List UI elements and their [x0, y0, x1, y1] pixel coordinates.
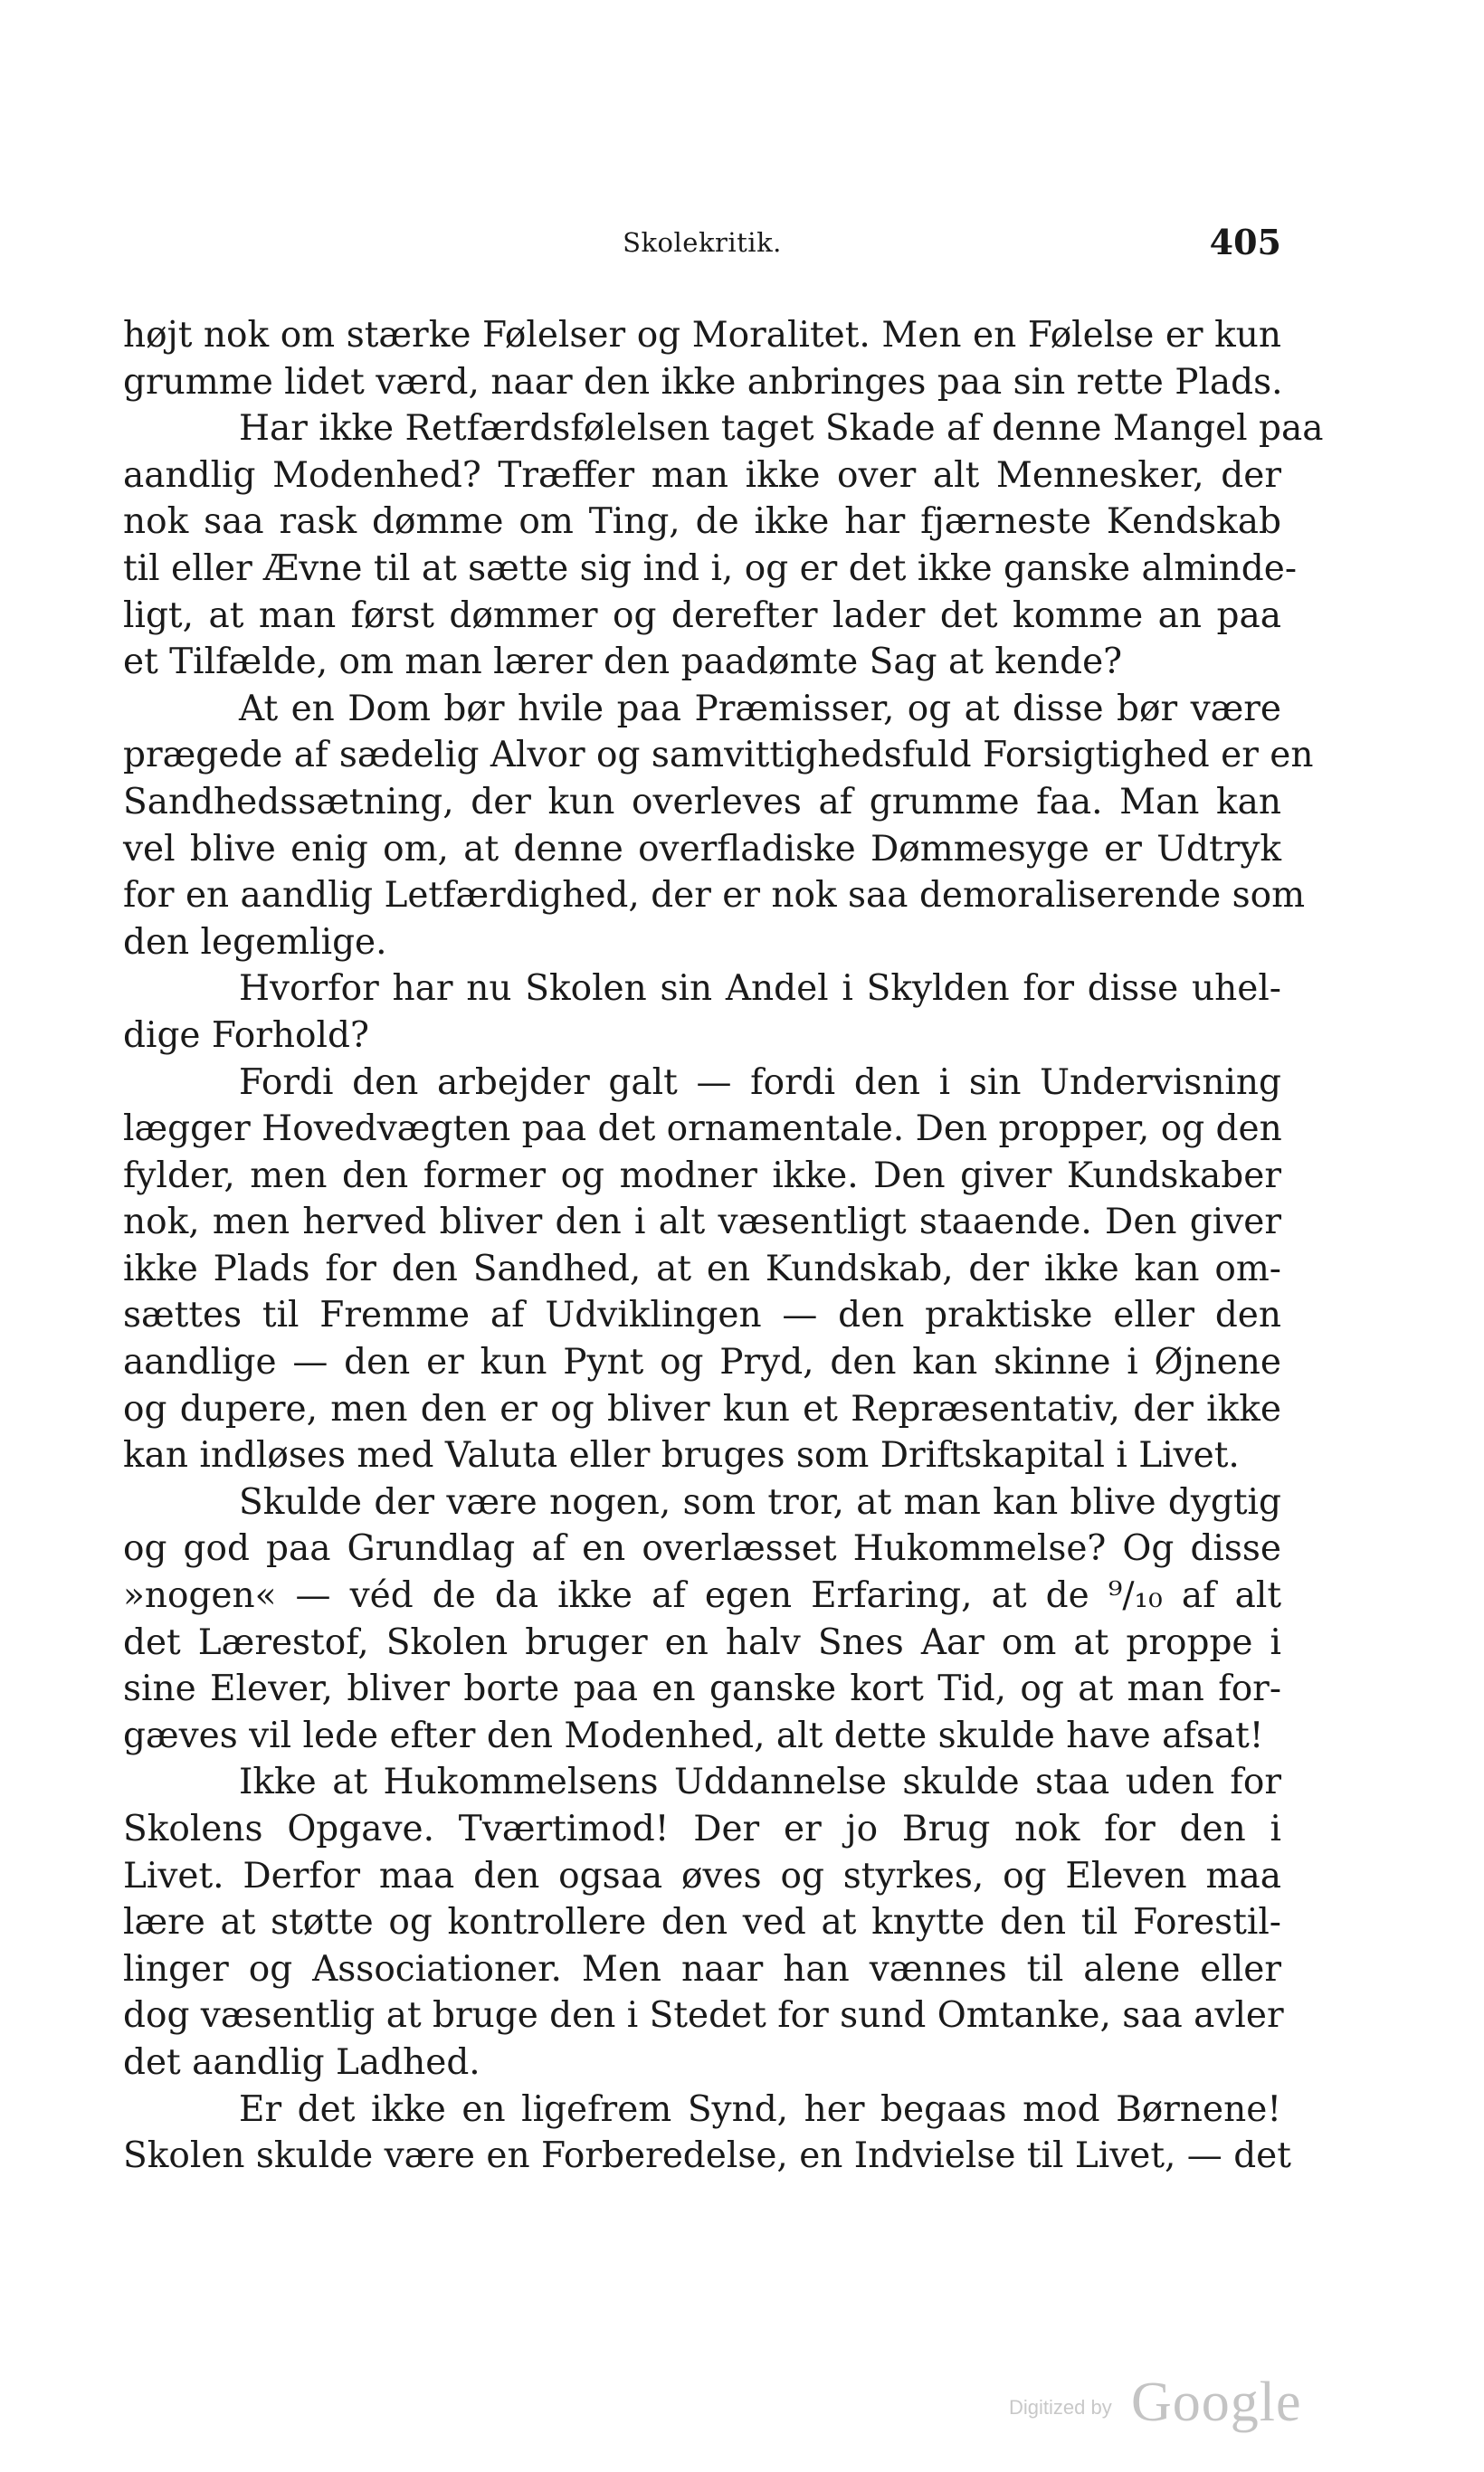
page-header: [123, 222, 1281, 276]
text-line: for en aandlig Letfærdighed, der er nok saa demoraliserende som: [123, 875, 1306, 917]
digitized-watermark: [1009, 2371, 1308, 2434]
text-line: prægede af sædelig Alvor og samvittighedsfuld Forsigtighed er en: [123, 735, 1314, 776]
text-line: Sandhedssætning, der kun overleves af grumme faa. Man kan: [123, 781, 1281, 822]
text-line: Skolens Opgave. Tværtimod! Der er jo Brug nok for den i: [123, 1809, 1281, 1849]
text-line: højt nok om stærke Følelser og Moralitet. Men en Følelse er kun: [123, 315, 1281, 356]
text-line: Ikke at Hukommelsens Uddannelse skulde staa uden for: [239, 1762, 1281, 1803]
text-line: Fordi den arbejder galt — fordi den i sin Undervisning: [239, 1061, 1281, 1103]
text-line: Skolen skulde være en Forberedelse, en Indvielse til Livet, — det: [123, 2135, 1291, 2177]
watermark-brand-logo: Google: [1131, 2372, 1302, 2433]
text-line: og god paa Grundlag af en overlæsset Hukommelse? Og disse: [123, 1528, 1281, 1570]
text-line: kan indløses med Valuta eller bruges som Driftskapital i Livet.: [123, 1435, 1240, 1477]
text-line: sættes til Fremme af Udviklingen — den praktiske eller den: [123, 1295, 1281, 1336]
text-line: vel blive enig om, at denne overfladiske Dømmesyge er Udtryk: [123, 828, 1281, 870]
text-line: dige Forhold?: [123, 1014, 369, 1056]
text-line: grumme lidet værd, naar den ikke anbringes paa sin rette Plads.: [123, 361, 1283, 403]
text-line: At en Dom bør hvile paa Præmisser, og at disse bør være: [239, 688, 1281, 729]
text-line: aandlige — den er kun Pynt og Pryd, den kan skinne i Øjnene: [123, 1342, 1281, 1383]
text-line: et Tilfælde, om man lærer den paadømte Sag at kende?: [123, 642, 1123, 683]
text-line: nok saa rask dømme om Ting, de ikke har fjærneste Kendskab: [123, 501, 1281, 543]
text-line: linger og Associationer. Men naar han vænnes til alene eller: [123, 1948, 1281, 1990]
text-line: sine Elever, bliver borte paa en ganske kort Tid, og at man for-: [123, 1669, 1281, 1710]
text-line: Livet. Derfor maa den ogsaa øves og styrkes, og Eleven maa: [123, 1855, 1281, 1897]
text-line: Skulde der være nogen, som tror, at man kan blive dygtig: [239, 1481, 1281, 1523]
body-text: [123, 312, 1324, 2180]
text-line: »nogen« — véd de da ikke af egen Erfaring, at de ⁹/₁₀ af alt: [123, 1575, 1281, 1617]
text-line: Er det ikke en ligefrem Synd, her begaas mod Børnene!: [239, 2088, 1281, 2130]
text-line: Har ikke Retfærdsfølelsen taget Skade af denne Mangel paa: [239, 408, 1324, 450]
text-line: Hvorfor har nu Skolen sin Andel i Skylden for disse uhel-: [239, 968, 1281, 1010]
text-line: den legemlige.: [123, 921, 387, 963]
text-line: og dupere, men den er og bliver kun et Repræsentativ, der ikke: [123, 1388, 1281, 1430]
text-line: fylder, men den former og modner ikke. Den giver Kundskaber: [123, 1155, 1281, 1196]
text-line: gæves vil lede efter den Modenhed, alt dette skulde have afsat!: [123, 1715, 1264, 1756]
running-title: Skolekritik.: [623, 227, 782, 258]
watermark-prefix: Digitized by: [1009, 2396, 1112, 2419]
text-line: dog væsentlig at bruge den i Stedet for sund Omtanke, saa avler: [123, 1995, 1284, 2037]
text-line: det Lærestof, Skolen bruger en halv Snes Aar om at proppe i: [123, 1621, 1281, 1663]
text-line: ligt, at man først dømmer og derefter lader det komme an paa: [123, 594, 1281, 636]
page-number: 405: [1209, 222, 1281, 262]
text-line: det aandlig Ladhed.: [123, 2041, 480, 2083]
text-line: til eller Ævne til at sætte sig ind i, og er det ikke ganske alminde-: [123, 547, 1297, 589]
text-line: nok, men herved bliver den i alt væsentligt staaende. Den giver: [123, 1202, 1281, 1243]
text-line: lægger Hovedvægten paa det ornamentale. Den propper, og den: [123, 1108, 1282, 1150]
text-line: lære at støtte og kontrollere den ved at knytte den til Forestil-: [123, 1902, 1281, 1944]
text-line: ikke Plads for den Sandhed, at en Kundskab, der ikke kan om-: [123, 1248, 1281, 1289]
text-line: aandlig Modenhed? Træffer man ikke over alt Mennesker, der: [123, 454, 1281, 496]
